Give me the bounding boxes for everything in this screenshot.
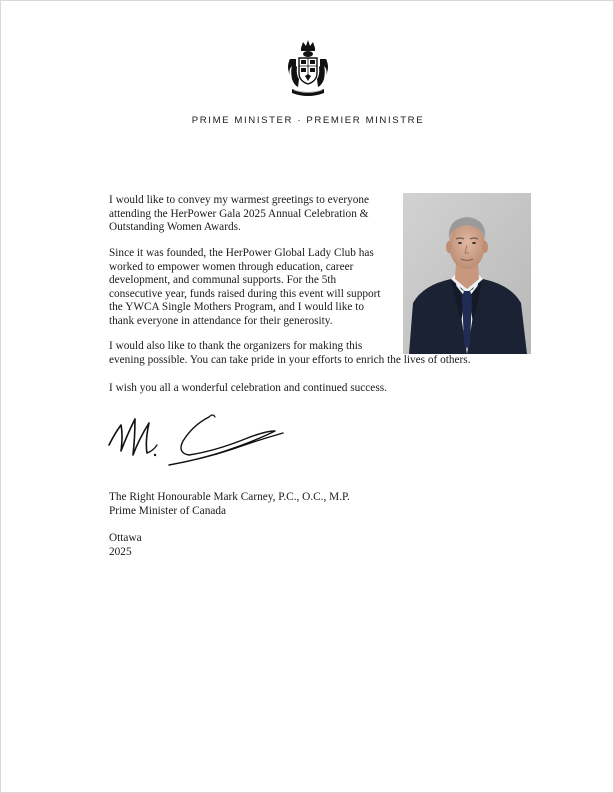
letter-paragraph-2 bbox=[109, 247, 399, 329]
text-line: thank everyone in attendance for their generosity. bbox=[109, 314, 333, 327]
letter-paragraph-1 bbox=[109, 194, 399, 235]
letter-paragraph-4 bbox=[109, 382, 509, 396]
text-line: I would like to convey my warmest greetings to everyone bbox=[109, 194, 370, 206]
place-city: Ottawa bbox=[109, 532, 142, 544]
text-line: the YWCA Single Mothers Program, and I would like to bbox=[109, 301, 364, 314]
text-line: evening possible. You can take pride in your efforts to enrich the lives of others. bbox=[109, 353, 471, 366]
signatory-title: Prime Minister of Canada bbox=[109, 505, 227, 517]
text-line: attending the HerPower Gala 2025 Annual Celebration & bbox=[109, 207, 369, 220]
text-line: worked to empower women through education, career bbox=[109, 260, 354, 273]
signatory-block bbox=[109, 490, 350, 518]
signatory-name: The Right Honourable Mark Carney, P.C., O.C., M.P. bbox=[109, 491, 350, 503]
handwritten-signature bbox=[105, 405, 295, 477]
text-line: Outstanding Women Awards. bbox=[109, 221, 241, 234]
text-line: development, and communal supports. For the 5th bbox=[109, 274, 337, 287]
place-year: 2025 bbox=[109, 546, 132, 558]
canadian-coat-of-arms-icon bbox=[284, 39, 332, 101]
office-title: PRIME MINISTER · PREMIER MINISTRE bbox=[191, 115, 425, 126]
portrait-photo bbox=[403, 193, 531, 354]
text-line: I would also like to thank the organizers for making this bbox=[109, 340, 363, 352]
place-date-block bbox=[109, 531, 142, 559]
text-line: Since it was founded, the HerPower Global Lady Club has bbox=[109, 247, 374, 259]
text-line: I wish you all a wonderful celebration and continued success. bbox=[109, 382, 387, 394]
text-line: consecutive year, funds raised during this event will support bbox=[109, 287, 381, 300]
